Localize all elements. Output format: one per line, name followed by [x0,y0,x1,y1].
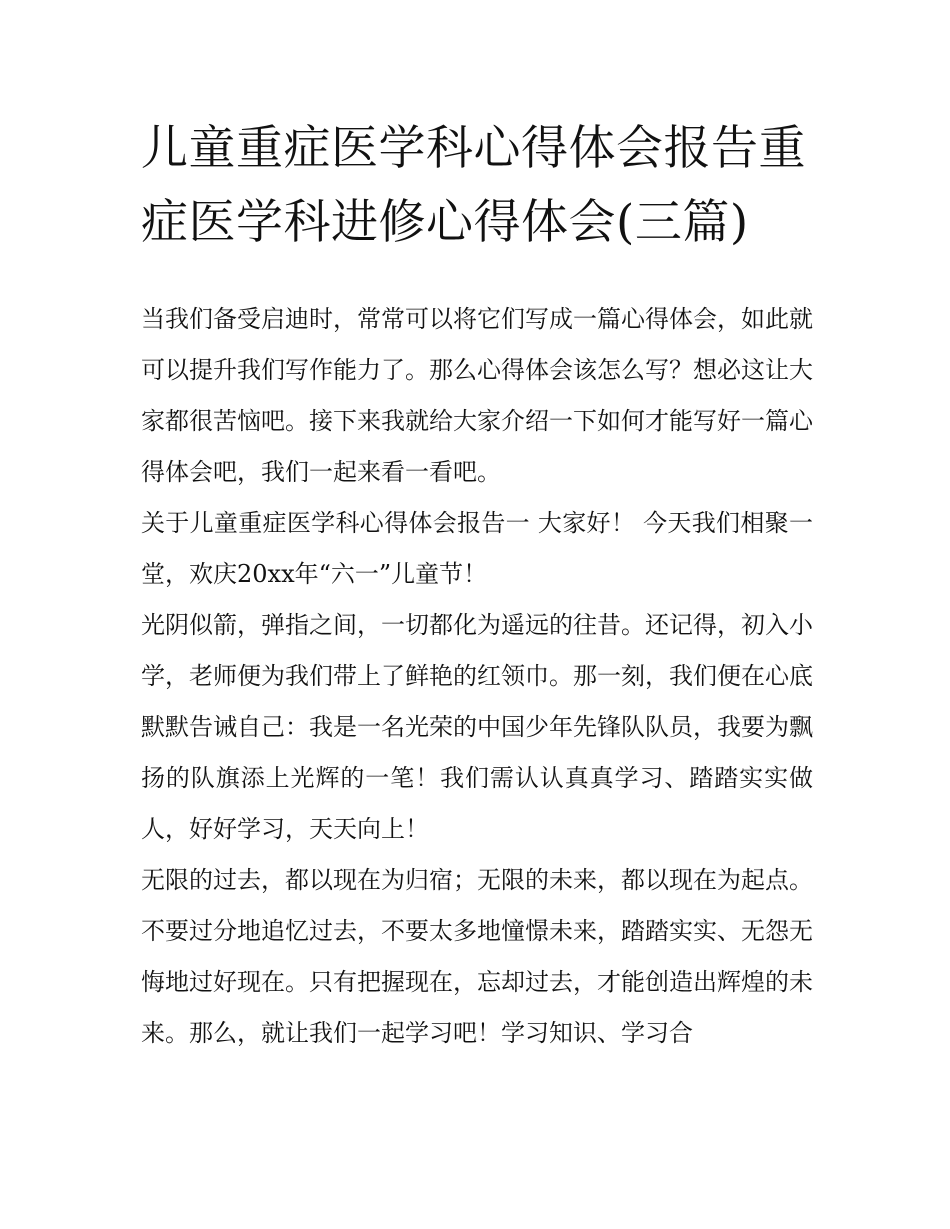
document-page [141,112,813,1059]
paragraph-greeting: 关于儿童重症医学科心得体会报告一 大家好！ 今天我们相聚一堂，欢庆20xx年“六一”儿童节！ [141,509,813,588]
paragraph-intro: 当我们备受启迪时，常常可以将它们写成一篇心得体会，如此就可以提升我们写作能力了。那么心得体会该怎么写？想必这让大家都很苦恼吧。接下来我就给大家介绍一下如何才能写好一篇心得体会吧，我们一起来看一看吧。 [141,305,813,486]
document-title: 儿童重症医学科心得体会报告重症医学科进修心得体会(三篇) [141,121,806,250]
paragraph-present: 无限的过去，都以现在为归宿；无限的未来，都以现在为起点。不要过分地追忆过去，不要太多地憧憬未来，踏踏实实、无怨无悔地过好现在。只有把握现在，忘却过去，才能创造出辉煌的未来。那么，就让我们一起学习吧！学习知识、学习合 [141,866,813,1047]
paragraph-memories: 光阴似箭，弹指之间，一切都化为遥远的往昔。还记得，初入小学，老师便为我们带上了鲜艳的红领巾。那一刻，我们便在心底默默告诫自己：我是一名光荣的中国少年先锋队队员，我要为飘扬的队旗添上光辉的一笔！我们需认认真真学习、踏踏实实做人，好好学习，天天向上！ [141,611,813,843]
